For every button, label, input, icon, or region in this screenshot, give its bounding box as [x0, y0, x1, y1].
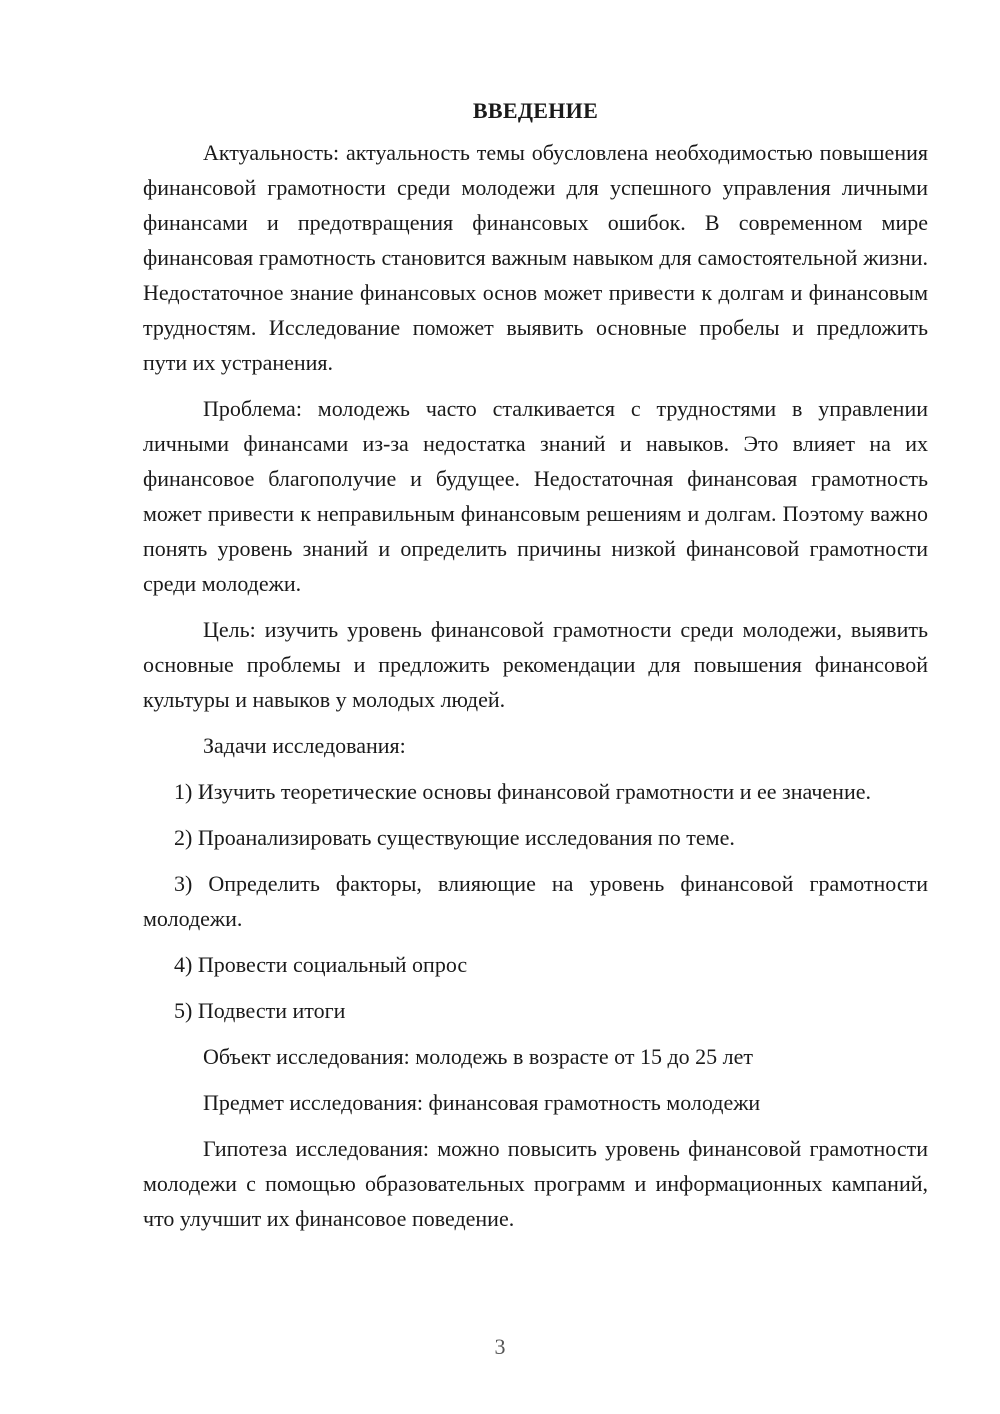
tasks-heading: Задачи исследования: — [203, 733, 406, 758]
paragraph-subject: Предмет исследования: финансовая грамотность молодежи — [203, 1090, 761, 1115]
paragraph-hypothesis: Гипотеза исследования: можно повысить уровень финансовой грамотности молодежи с помощью образовательных программ и информационных кампаний, что улучшит их финансовое поведение. — [143, 1136, 928, 1231]
paragraph-problem: Проблема: молодежь часто сталкивается с трудностями в управлении личными финансами из-за недостатка знаний и навыков. Это влияет на их финансовое благополучие и будущее. Недостаточная финансовая грамотность может привести к неправильным финансовым решениям и долгам. Поэтому важно понять уровень знаний и определить причины низкой финансовой грамотности среди молодежи. — [143, 396, 928, 596]
task-item-1: 1) Изучить теоретические основы финансовой грамотности и ее значение. — [174, 779, 871, 804]
task-item-5: 5) Подвести итоги — [174, 998, 346, 1023]
task-item-4: 4) Провести социальный опрос — [174, 952, 468, 977]
task-item-3: 3) Определить факторы, влияющие на уровень финансовой грамотности молодежи. — [143, 871, 928, 931]
paragraph-goal: Цель: изучить уровень финансовой грамотности среди молодежи, выявить основные проблемы и предложить рекомендации для повышения финансовой культуры и навыков у молодых людей. — [143, 617, 928, 712]
paragraph-relevance: Актуальность: актуальность темы обусловлена необходимостью повышения финансовой грамотности среди молодежи для успешного управления личными финансами и предотвращения финансовых ошибок. В современном мире финансовая грамотность становится важным навыком для самостоятельной жизни. Недостаточное знание финансовых основ может привести к долгам и финансовым трудностям. Исследование поможет выявить основные пробелы и предложить пути их устранения. — [143, 140, 928, 375]
page-title: ВВЕДЕНИЕ — [472, 98, 599, 123]
paragraph-object: Объект исследования: молодежь в возрасте от 15 до 25 лет — [203, 1044, 754, 1069]
task-item-2: 2) Проанализировать существующие исследования по теме. — [174, 825, 735, 850]
document-page — [143, 98, 928, 1236]
page-number: 3 — [494, 1334, 506, 1359]
